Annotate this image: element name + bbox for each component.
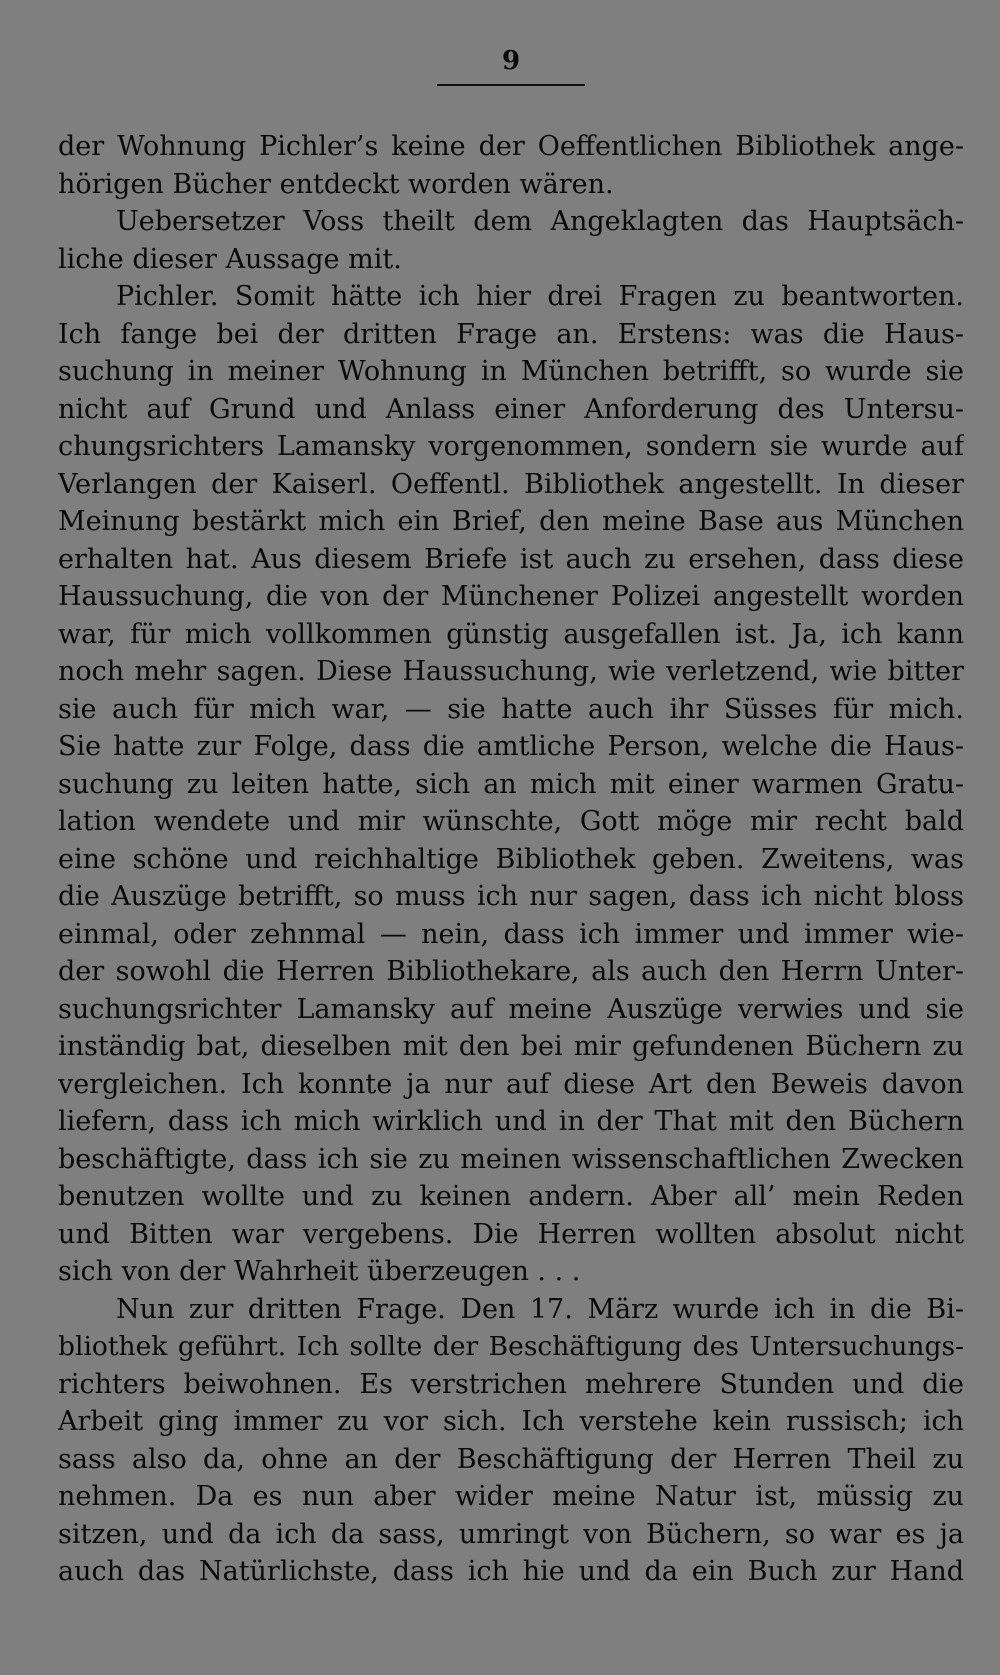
text-line: noch mehr sagen. Diese Haussuchung, wie verletzend, wie bitter [58,656,964,687]
text-line: chungsrichters Lamansky vorgenommen, sondern sie wurde auf [58,431,964,462]
text-line: der Wohnung Pichler’s keine der Oeffentlichen Bibliothek ange- [58,131,964,162]
text-line: eine schöne und reichhaltige Bibliothek geben. Zweitens, was [58,843,964,875]
text-line: sie auch für mich war, — sie hatte auch ihr Süsses für mich. [58,693,964,725]
text-line: suchung zu leiten hatte, sich an mich mit einer warmen Gratu- [58,768,964,800]
text-line: war, für mich vollkommen günstig ausgefallen ist. Ja, ich kann [58,618,964,650]
text-line: Pichler. Somit hätte ich hier drei Fragen zu beantworten. [116,281,964,312]
text-line: liefern, dass ich mich wirklich und in der That mit den Büchern [58,1106,964,1137]
text-line: nicht auf Grund und Anlass einer Anforderung des Untersu- [58,393,964,425]
text-line: die Auszüge betrifft, so muss ich nur sagen, dass ich nicht bloss [58,881,964,912]
text-line: Arbeit ging immer zu vor sich. Ich verstehe kein russisch; ich [58,1406,964,1437]
text-line: nehmen. Da es nun aber wider meine Natur ist, müssig zu [58,1481,964,1512]
text-line: suchung in meiner Wohnung in München betrifft, so wurde sie [58,356,964,387]
text-line: sass also da, ohne an der Beschäftigung der Herren Theil zu [58,1443,964,1475]
text-line: und Bitten war vergebens. Die Herren wollten absolut nicht [58,1218,964,1250]
text-line: inständig bat, dieselben mit den bei mir gefundenen Büchern zu [58,1031,964,1062]
text-line: auch das Natürlichste, dass ich hie und da ein Buch zur Hand [58,1556,964,1587]
text-line: lation wendete und mir wünschte, Gott möge mir recht bald [58,806,964,837]
text-line: beschäftigte, dass ich sie zu meinen wissenschaftlichen Zwecken [58,1143,964,1175]
header-rule [437,84,585,86]
text-line: bliothek geführt. Ich sollte der Beschäftigung des Untersuchungs- [58,1331,964,1362]
text-line: Meinung bestärkt mich ein Brief, den meine Base aus München [58,506,964,537]
text-line: benutzen wollte und zu keinen andern. Aber all’ mein Reden [58,1181,964,1212]
text-line: hörigen Bücher entdeckt worden wären. [58,168,614,200]
text-line: Uebersetzer Voss theilt dem Angeklagten das Hauptsäch- [116,206,964,237]
text-line: liche dieser Aussage mit. [58,243,402,275]
text-line: suchungsrichter Lamansky auf meine Auszüge verwies und sie [58,993,964,1025]
text-line: sich von der Wahrheit überzeugen . . . [58,1256,581,1287]
body-text [58,128,964,1591]
text-line: vergleichen. Ich konnte ja nur auf diese Art den Beweis davon [58,1068,964,1100]
text-line: einmal, oder zehnmal — nein, dass ich immer und immer wie- [58,918,964,950]
text-line: Haussuchung, die von der Münchener Polizei angestellt worden [58,581,964,612]
text-line: der sowohl die Herren Bibliothekare, als auch den Herrn Unter- [58,956,964,987]
page-number: 9 [501,46,521,76]
text-line: sitzen, und da ich da sass, umringt von Büchern, so war es ja [58,1518,964,1550]
text-line: Verlangen der Kaiserl. Oeffentl. Bibliothek angestellt. In dieser [58,468,964,500]
text-line: erhalten hat. Aus diesem Briefe ist auch zu ersehen, dass diese [58,543,964,575]
text-line: Ich fange bei der dritten Frage an. Erstens: was die Haus- [58,318,964,350]
text-line: Sie hatte zur Folge, dass die amtliche Person, welche die Haus- [58,731,964,762]
text-line: Nun zur dritten Frage. Den 17. März wurde ich in die Bi- [116,1293,964,1325]
text-line: richters beiwohnen. Es verstrichen mehrere Stunden und die [58,1368,964,1400]
